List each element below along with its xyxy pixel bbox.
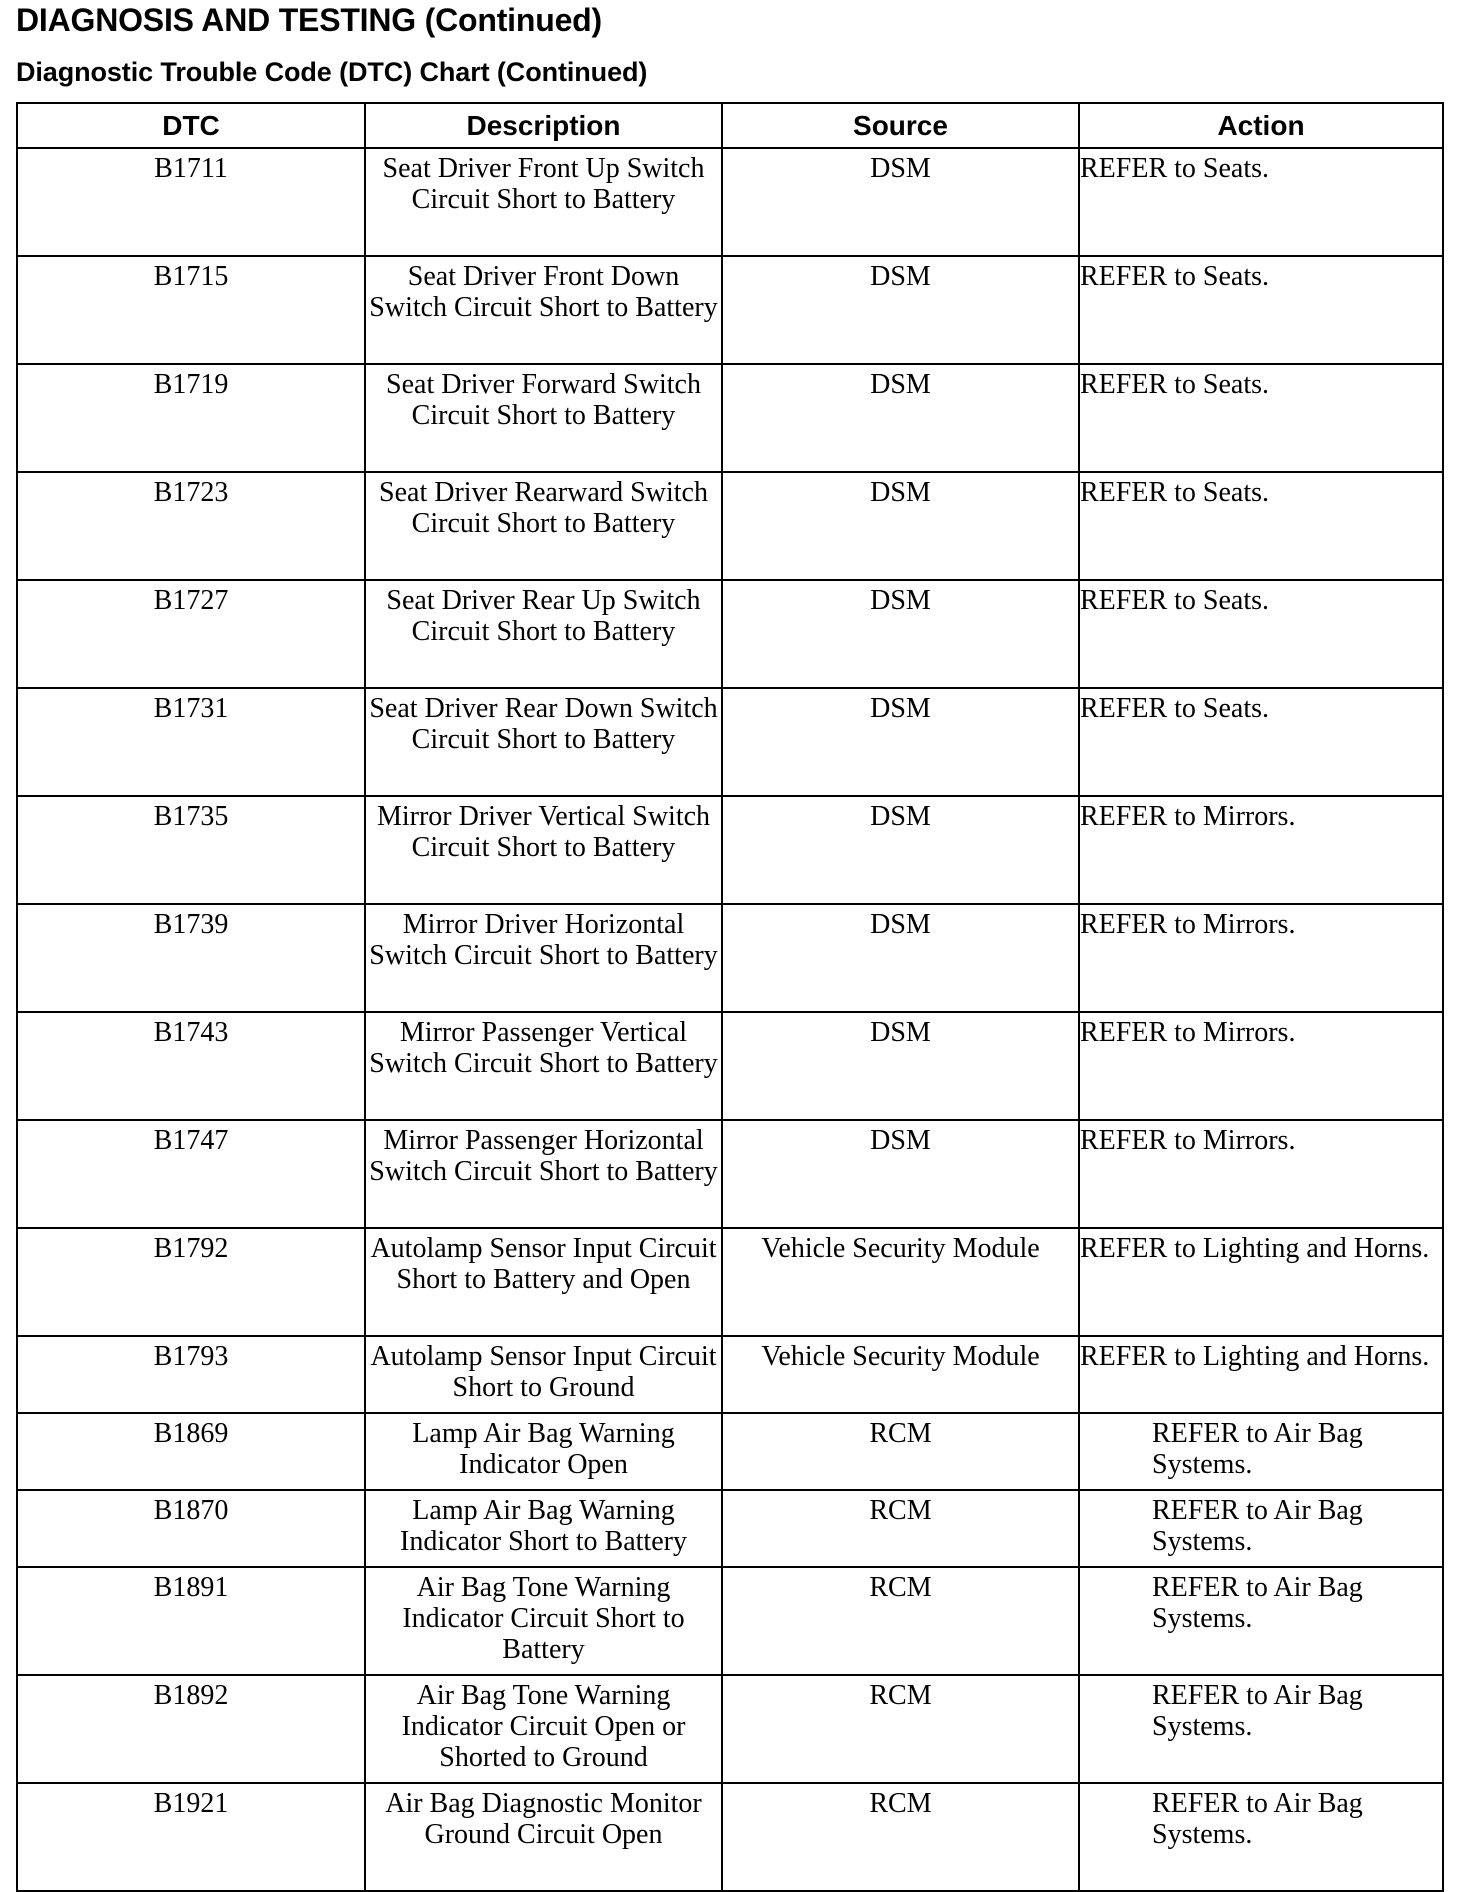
dtc-code: B1870 [17, 1490, 365, 1567]
dtc-source: DSM [722, 256, 1079, 364]
page-title: DIAGNOSIS AND TESTING (Continued) [16, 2, 602, 38]
table-row [17, 1783, 1443, 1891]
dtc-source: RCM [722, 1413, 1079, 1490]
dtc-code: B1793 [17, 1336, 365, 1413]
dtc-source: RCM [722, 1783, 1079, 1891]
dtc-action: REFER to Seats. [1079, 364, 1443, 472]
dtc-source: DSM [722, 148, 1079, 256]
dtc-description: Mirror Driver Vertical Switch Circuit Short to Battery [365, 796, 722, 904]
table-row [17, 1012, 1443, 1120]
table-row [17, 796, 1443, 904]
dtc-action: REFER to Seats. [1079, 688, 1443, 796]
dtc-action: REFER to Seats. [1079, 472, 1443, 580]
dtc-description: Air Bag Tone Warning Indicator Circuit Open or Shorted to Ground [365, 1675, 722, 1783]
dtc-code: B1715 [17, 256, 365, 364]
dtc-action: REFER to Air Bag Systems. [1079, 1675, 1443, 1783]
table-row [17, 1336, 1443, 1413]
dtc-description: Lamp Air Bag Warning Indicator Short to Battery [365, 1490, 722, 1567]
column-header-description: Description [365, 103, 722, 148]
dtc-action: REFER to Air Bag Systems. [1079, 1567, 1443, 1675]
dtc-description: Seat Driver Rear Up Switch Circuit Short to Battery [365, 580, 722, 688]
dtc-action: REFER to Air Bag Systems. [1079, 1490, 1443, 1567]
table-row [17, 1567, 1443, 1675]
dtc-code: B1711 [17, 148, 365, 256]
dtc-action: REFER to Mirrors. [1079, 1012, 1443, 1120]
dtc-code: B1743 [17, 1012, 365, 1120]
dtc-description: Lamp Air Bag Warning Indicator Open [365, 1413, 722, 1490]
dtc-action: REFER to Seats. [1079, 580, 1443, 688]
dtc-action: REFER to Air Bag Systems. [1079, 1783, 1443, 1891]
dtc-description: Mirror Passenger Horizontal Switch Circuit Short to Battery [365, 1120, 722, 1228]
dtc-source: RCM [722, 1675, 1079, 1783]
dtc-source: DSM [722, 1012, 1079, 1120]
dtc-source: DSM [722, 364, 1079, 472]
dtc-description: Seat Driver Rearward Switch Circuit Short to Battery [365, 472, 722, 580]
table-title: Diagnostic Trouble Code (DTC) Chart (Continued) [16, 57, 648, 87]
dtc-source: DSM [722, 796, 1079, 904]
dtc-description: Mirror Passenger Vertical Switch Circuit Short to Battery [365, 1012, 722, 1120]
dtc-code: B1747 [17, 1120, 365, 1228]
dtc-code: B1891 [17, 1567, 365, 1675]
column-header-action: Action [1079, 103, 1443, 148]
dtc-action: REFER to Air Bag Systems. [1079, 1413, 1443, 1490]
table-row [17, 1490, 1443, 1567]
table-row [17, 364, 1443, 472]
dtc-description: Air Bag Tone Warning Indicator Circuit Short to Battery [365, 1567, 722, 1675]
dtc-description: Mirror Driver Horizontal Switch Circuit Short to Battery [365, 904, 722, 1012]
table-row [17, 1413, 1443, 1490]
dtc-description: Autolamp Sensor Input Circuit Short to Ground [365, 1336, 722, 1413]
dtc-action: REFER to Mirrors. [1079, 904, 1443, 1012]
table-row [17, 148, 1443, 256]
dtc-code: B1731 [17, 688, 365, 796]
table-row [17, 472, 1443, 580]
dtc-code: B1735 [17, 796, 365, 904]
dtc-source: DSM [722, 1120, 1079, 1228]
dtc-code: B1719 [17, 364, 365, 472]
dtc-action: REFER to Mirrors. [1079, 796, 1443, 904]
dtc-action: REFER to Seats. [1079, 256, 1443, 364]
dtc-code: B1892 [17, 1675, 365, 1783]
dtc-action: REFER to Seats. [1079, 148, 1443, 256]
dtc-code: B1921 [17, 1783, 365, 1891]
dtc-source: DSM [722, 472, 1079, 580]
table-row [17, 1675, 1443, 1783]
dtc-description: Air Bag Diagnostic Monitor Ground Circuit Open [365, 1783, 722, 1891]
table-row [17, 1120, 1443, 1228]
dtc-description: Seat Driver Front Down Switch Circuit Short to Battery [365, 256, 722, 364]
dtc-table [16, 102, 1444, 1892]
dtc-code: B1869 [17, 1413, 365, 1490]
table-row [17, 688, 1443, 796]
dtc-code: B1723 [17, 472, 365, 580]
dtc-code: B1727 [17, 580, 365, 688]
dtc-code: B1792 [17, 1228, 365, 1336]
dtc-description: Seat Driver Front Up Switch Circuit Short to Battery [365, 148, 722, 256]
column-header-dtc: DTC [17, 103, 365, 148]
dtc-action: REFER to Lighting and Horns. [1079, 1336, 1443, 1413]
dtc-source: RCM [722, 1567, 1079, 1675]
dtc-source: DSM [722, 688, 1079, 796]
dtc-source: DSM [722, 580, 1079, 688]
table-row [17, 256, 1443, 364]
table-row [17, 1228, 1443, 1336]
dtc-description: Seat Driver Forward Switch Circuit Short to Battery [365, 364, 722, 472]
dtc-source: DSM [722, 904, 1079, 1012]
dtc-source: Vehicle Security Module [722, 1228, 1079, 1336]
column-header-source: Source [722, 103, 1079, 148]
dtc-action: REFER to Lighting and Horns. [1079, 1228, 1443, 1336]
table-row [17, 580, 1443, 688]
dtc-description: Seat Driver Rear Down Switch Circuit Short to Battery [365, 688, 722, 796]
table-row [17, 904, 1443, 1012]
dtc-description: Autolamp Sensor Input Circuit Short to Battery and Open [365, 1228, 722, 1336]
dtc-action: REFER to Mirrors. [1079, 1120, 1443, 1228]
table-header-row [17, 103, 1443, 148]
dtc-source: Vehicle Security Module [722, 1336, 1079, 1413]
dtc-code: B1739 [17, 904, 365, 1012]
dtc-source: RCM [722, 1490, 1079, 1567]
